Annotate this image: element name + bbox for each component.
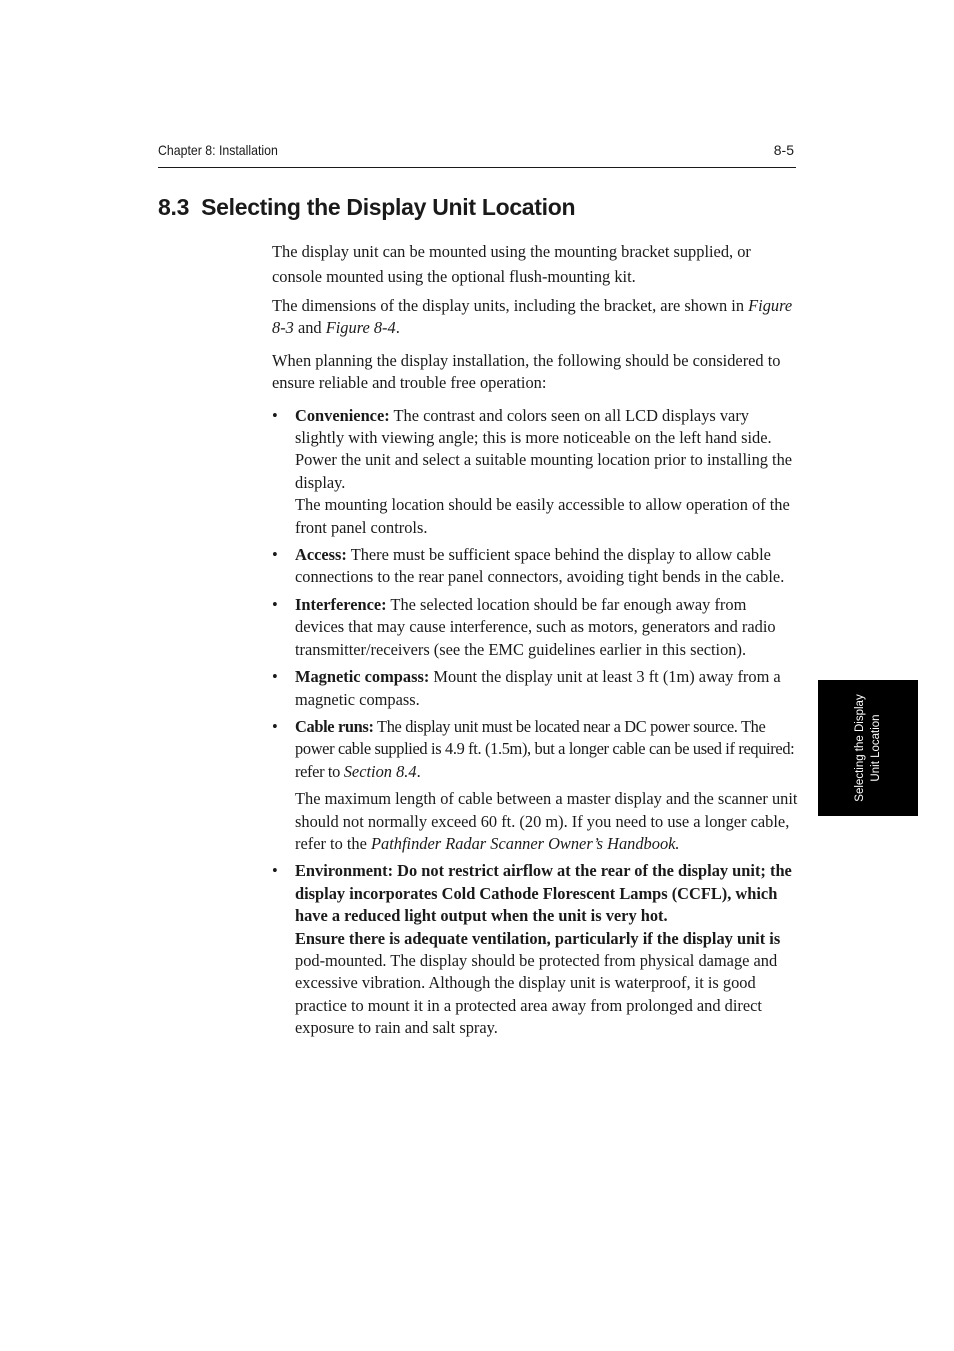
list-item-convenience: • Convenience: The contrast and colors seen on all LCD displays vary slightly with viewing angle; this is more noticeable on the left hand side. Power the unit and select a suitable mounting location prior to installing the display. The mounting location should be easily accessible to allow operation of the front panel controls. [272,405,798,539]
chapter-title: Chapter 8: Installation [158,142,278,158]
term-convenience: Convenience: [295,405,390,425]
environment-ventilation-emphasis: Ensure there is adequate ventilation, particularly if the display unit is [295,928,781,948]
intro-paragraph-3: When planning the display installation, the following should be considered to ensure reliable and trouble free operation: [272,350,781,393]
running-header [158,141,796,168]
list-item-interference: • Interference: The selected location should be far enough away from devices that may cause interference, such as motors, generators and radio transmitter/receivers (see the EMC guidelines earlier in this section). [272,594,776,659]
chapter-thumb-tab [818,680,918,816]
thumb-tab-label: Selecting the Display Unit Location [854,694,882,802]
section-ref-8-4: Section 8.4 [343,761,417,781]
bullet-marker: • [272,861,278,881]
list-item-access: • Access: There must be sufficient space behind the display to allow cable connections to the rear panel connectors, avoiding tight bends in the cable. [272,545,785,587]
bullet-marker: • [272,405,278,425]
body-text [272,239,798,1045]
bullet-marker: • [272,667,278,687]
page-number: 8-5 [773,142,794,158]
bullet-marker: • [272,545,278,565]
intro-paragraph-1: The display unit can be mounted using the mounting bracket supplied, or console mounted using the optional flush-mounting kit. [272,242,751,286]
cable-runs-paragraph-2: The maximum length of cable between a master display and the scanner unit should not normally exceed 60 ft. (20 m). If you need to use a longer cable, refer to the Pathfinder Radar Scanner Owner’s Handbook. [295,789,798,853]
section-number: 8.3 [158,194,190,220]
figure-ref-8-4: Figure 8-4 [325,318,396,338]
convenience-continuation: The mounting location should be easily accessible to allow operation of the front panel controls. [295,495,790,537]
handbook-ref: Pathfinder Radar Scanner Owner’s Handbook. [371,833,680,853]
section-title-text: Selecting the Display Unit Location [201,194,576,220]
figure-ref-8-3: Figure 8-3 [272,296,793,338]
list-item-cable-runs: • Cable runs: The display unit must be located near a DC power source. The power cable supplied is 4.9 ft. (1.5m), but a longer cable can be used if required: refer to Section 8.4. The maximum length of cable between a master display and the scanner unit should not normally exceed 60 ft. (20 m). If you need to use a longer cable, refer to the Pathfinder Radar Scanner Owner’s Handbook. [272,716,798,855]
bullet-marker: • [272,594,278,614]
term-environment: Environment: Do not restrict airflow at the rear of the display unit; the display incorporates Cold Cathode Florescent Lamps (CCFL), which have a reduced light output when the unit is very hot. [295,861,792,926]
term-interference: Interference: [295,594,387,614]
term-cable-runs: Cable runs: [295,716,374,736]
list-item-magnetic-compass: • Magnetic compass: Mount the display unit at least 3 ft (1m) away from a magnetic compass. [272,667,781,709]
intro-paragraph-2: The dimensions of the display units, including the bracket, are shown in Figure 8-3 and Figure 8-4. [272,296,793,338]
term-access: Access: [295,545,347,565]
term-magnetic-compass: Magnetic compass: [295,667,430,687]
considerations-list [272,405,798,1040]
list-item-environment: • Environment: Do not restrict airflow at the rear of the display unit; the display incorporates Cold Cathode Florescent Lamps (CCFL), which have a reduced light output when the unit is very hot. Ensure there is adequate ventilation, particularly if the display unit is pod-mounted. The display should be protected from physical damage and excessive vibration. Although the display unit is waterproof, it is good practice to mount it in a protected area away from prolonged and direct exposure to rain and salt spray. [272,861,792,1038]
section-heading [158,194,575,221]
bullet-marker: • [272,716,278,736]
